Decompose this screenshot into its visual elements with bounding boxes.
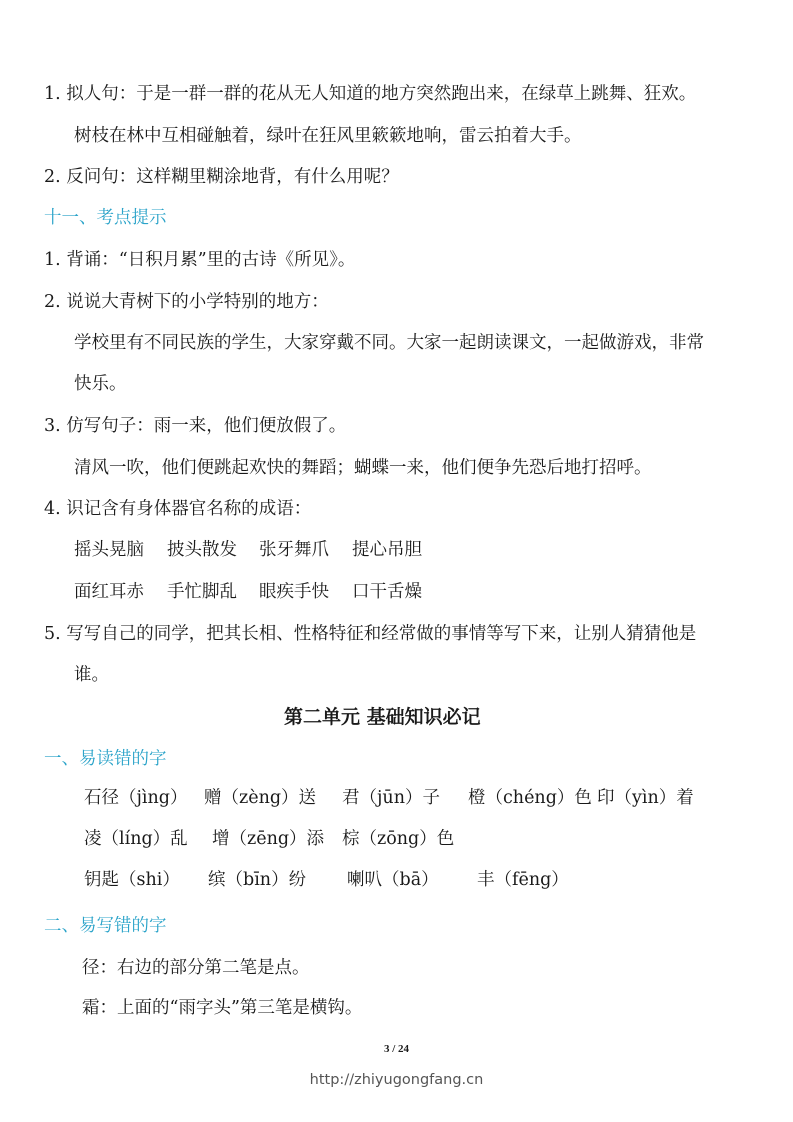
sentence-personification-cont: 树枝在林中互相碰触着，绿叶在狂风里簌簌地响，雷云拍着大手。 (74, 126, 582, 146)
idiom: 眼疾手快 (259, 582, 329, 602)
sentence-rhetorical: 2. 反问句：这样糊里糊涂地背，有什么用呢？ (44, 167, 399, 187)
sentence-personification: 1. 拟人句：于是一群一群的花从无人知道的地方突然跑出来，在绿草上跳舞、狂欢。 (44, 84, 697, 104)
tip-3: 3. 仿写句子：雨一来，他们便放假了。 (44, 416, 347, 436)
misread-word: 钥匙（shi） (84, 870, 180, 890)
misread-word: 君（jūn）子 (342, 788, 440, 808)
tip-5-cont: 谁。 (74, 665, 109, 685)
idiom: 披头散发 (167, 540, 237, 560)
idiom: 提心吊胆 (352, 540, 422, 560)
tip-4: 4. 识记含有身体器官名称的成语： (44, 499, 312, 519)
miswritten-note-2: 霜：上面的“雨字头”第三笔是横钩。 (82, 998, 363, 1018)
tip-2: 2. 说说大青树下的小学特别的地方： (44, 292, 329, 312)
misread-word: 石径（jìng） (84, 788, 188, 808)
misread-word: 橙（chéng）色 (468, 788, 592, 808)
tip-5: 5. 写写自己的同学，把其长相、性格特征和经常做的事情等写下来，让别人猜猜他是 (44, 624, 697, 644)
miswritten-note-1: 径：右边的部分第二笔是点。 (82, 958, 310, 978)
section-heading-misread: 一、易读错的字 (44, 749, 167, 769)
unit-title: 第二单元 基础知识必记 (284, 706, 481, 728)
idiom: 张牙舞爪 (259, 540, 329, 560)
idiom: 口干舌燥 (352, 582, 422, 602)
section-heading-miswritten: 二、易写错的字 (44, 916, 167, 936)
misread-word: 缤（bīn）纷 (208, 870, 307, 890)
tip-2-answer-cont: 快乐。 (74, 374, 127, 394)
tip-3-answer: 清风一吹，他们便跳起欢快的舞蹈；蝴蝶一来，他们便争先恐后地打招呼。 (74, 458, 652, 478)
section-heading-exam-tips: 十一、考点提示 (44, 208, 167, 228)
idiom: 摇头晃脑 (74, 540, 144, 560)
misread-word: 喇叭（bā） (347, 870, 439, 890)
misread-word: 增（zēng）添 (212, 829, 325, 849)
page-number: 3 / 24 (383, 1043, 410, 1055)
misread-word: 丰（fēng） (477, 870, 569, 890)
misread-word: 凌（líng）乱 (84, 829, 188, 849)
idiom: 面红耳赤 (74, 582, 144, 602)
misread-word: 赠（zèng）送 (204, 788, 317, 808)
misread-word: 棕（zōng）色 (342, 829, 455, 849)
source-url: http://zhiyugongfang.cn (309, 1072, 484, 1088)
idiom: 手忙脚乱 (167, 582, 237, 602)
tip-1: 1. 背诵：“日积月累”里的古诗《所见》。 (44, 250, 356, 270)
tip-2-answer: 学校里有不同民族的学生，大家穿戴不同。大家一起朗读课文，一起做游戏，非常 (74, 333, 704, 353)
misread-word: 印（yìn）着 (597, 788, 694, 808)
